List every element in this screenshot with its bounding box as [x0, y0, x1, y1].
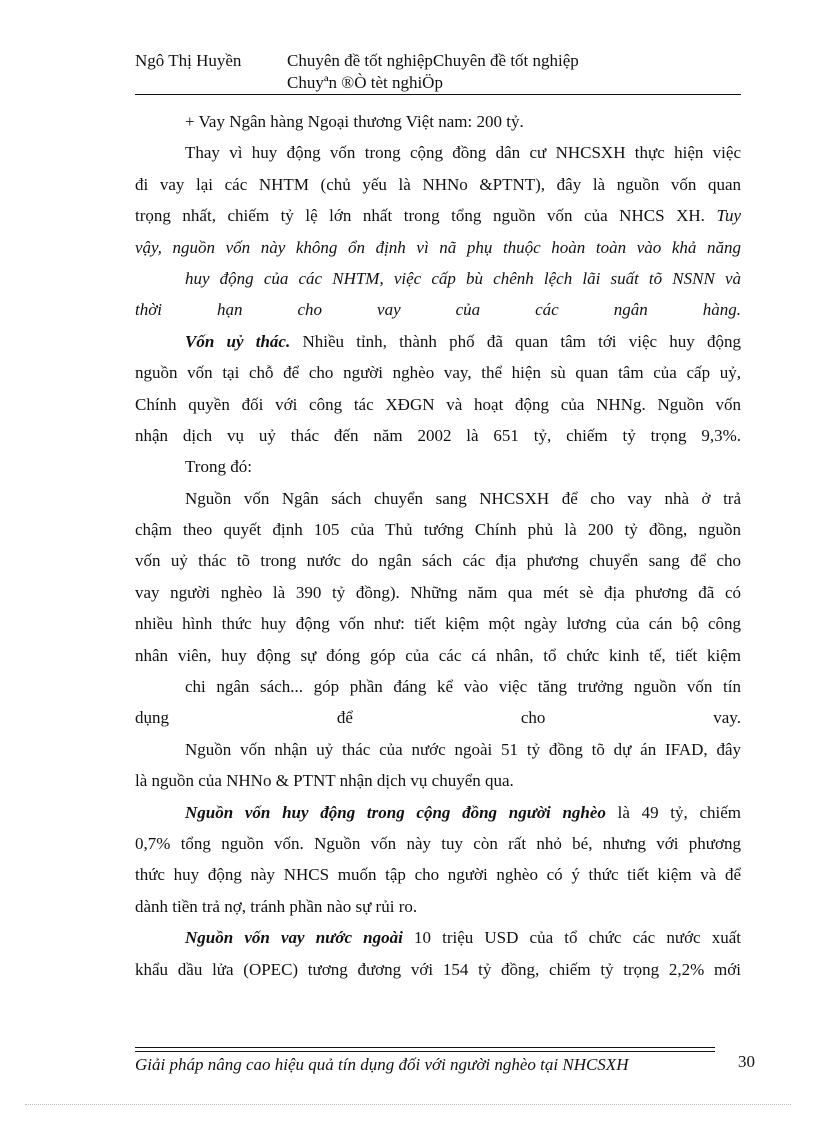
- text-line: huy động của các NHTM, việc cấp bù chênh lệch lãi suất tõ NSNN và: [185, 268, 741, 288]
- text-line: Nguồn vốn nhận uỷ thác của nước ngoài 51 tỷ đồng tõ dự án IFAD, đây: [185, 739, 741, 759]
- text-segment: trọng nhất, chiếm tỷ lệ lớn nhất trong tổng nguồn vốn của NHCS XH.: [135, 206, 705, 226]
- word: cho: [297, 300, 323, 320]
- text-line: Nguồn vốn Ngân sách chuyển sang NHCSXH để cho vay nhà ở trả: [185, 488, 741, 508]
- bold-italic-heading: Vốn uỷ thác.: [185, 331, 291, 351]
- text-line: Trong đó:: [185, 457, 252, 477]
- document-body: [135, 106, 741, 985]
- footer-title: Giải pháp nâng cao hiệu quả tín dụng đối với người nghèo tại NHCSXH: [135, 1055, 629, 1074]
- footer-divider: [135, 1047, 715, 1048]
- header-author: Ngô Thị Huyền: [135, 51, 242, 70]
- header-title-line1: Chuyên đề tốt nghiệpChuyên đề tốt nghiệp: [287, 51, 579, 70]
- italic-segment: Tuy: [716, 206, 742, 226]
- text-line: + Vay Ngân hàng Ngoại thương Việt nam: 200 tỷ.: [185, 112, 524, 131]
- word: để: [336, 708, 353, 728]
- text-line: [135, 702, 741, 733]
- page-number: 30: [738, 1052, 755, 1071]
- text-line: là nguồn của NHNo & PTNT nhận dịch vụ chuyển qua.: [135, 771, 514, 791]
- word: của: [455, 300, 481, 320]
- text-line: nguồn vốn tại chỗ để cho người nghèo vay, thể hiện sù quan tâm của cấp uỷ,: [135, 363, 741, 383]
- word: hàng.: [702, 300, 741, 320]
- text-segment: 10 triệu USD của tổ chức các nước xuất: [413, 928, 742, 948]
- bold-italic-heading: Nguồn vốn vay nước ngoài: [185, 928, 403, 948]
- text-line: dành tiền trả nợ, tránh phần nào sự rủi ro.: [135, 896, 418, 916]
- text-line: vậy, nguồn vốn này không ổn định vì nã phụ thuộc hoàn toàn vào khả năng: [135, 237, 741, 257]
- page-header: [135, 48, 741, 96]
- text-line: 0,7% tổng nguồn vốn. Nguồn vốn này tuy còn rất nhỏ bé, nhưng với phương: [135, 833, 741, 853]
- text-line: đi vay lại các NHTM (chủ yếu là NHNo &PTNT), đây là nguồn vốn quan: [135, 174, 741, 194]
- text-line: [135, 922, 741, 953]
- text-line: nhiều hình thức huy động vốn như: tiết kiệm một ngày lương của cán bộ công: [135, 614, 741, 634]
- text-line: [135, 326, 741, 357]
- text-line: Chính quyền đối với công tác XĐGN và hoạt động của NHNg. Nguồn vốn: [135, 394, 741, 414]
- text-line: vốn uỷ thác tõ trong nước do ngân sách các địa phương chuyển sang để cho: [135, 551, 741, 571]
- text-line: chậm theo quyết định 105 của Thủ tướng Chính phủ là 200 tỷ đồng, nguồn: [135, 520, 741, 540]
- word: ngân: [613, 300, 648, 320]
- text-line: Thay vì huy động vốn trong cộng đồng dân cư NHCSXH thực hiện việc: [185, 143, 741, 163]
- text-line: [135, 797, 741, 828]
- text-line: nhân viên, huy động sự đóng góp của các cá nhân, tổ chức kinh tế, tiết kiệm: [135, 645, 741, 665]
- word: hạn: [217, 300, 243, 320]
- word: thời: [135, 300, 163, 320]
- text-line: [135, 200, 741, 231]
- footer-divider-thin: [135, 1051, 715, 1052]
- word: vay: [377, 300, 401, 320]
- word: dụng: [135, 708, 169, 728]
- text-line: chi ngân sách... góp phần đáng kể vào việc tăng trưởng nguồn vốn tín: [185, 677, 741, 697]
- header-divider: [135, 94, 741, 95]
- text-segment: Nhiều tỉnh, thành phố đã quan tâm tới việc huy động: [302, 331, 742, 351]
- page-break-line: [25, 1104, 791, 1105]
- text-line: vay người nghèo là 390 tỷ đồng). Những năm qua mét sè địa phương đã có: [135, 582, 741, 602]
- text-line: thức huy động này NHCS muốn tập cho người nghèo có ý thức tiết kiệm và để: [135, 865, 741, 885]
- text-line: nhận dịch vụ uỷ thác đến năm 2002 là 651 tỷ, chiếm tỷ trọng 9,3%.: [135, 425, 741, 445]
- word: vay.: [713, 708, 741, 728]
- word: cho: [520, 708, 546, 728]
- text-segment: là 49 tỷ, chiếm: [617, 802, 741, 822]
- text-line: khẩu dầu lửa (OPEC) tương đương với 154 tỷ đồng, chiếm tỷ trọng 2,2% mới: [135, 959, 741, 979]
- bold-italic-heading: Nguồn vốn huy động trong cộng đồng người nghèo: [185, 802, 606, 822]
- text-line: [135, 294, 741, 325]
- word: các: [535, 300, 559, 320]
- header-title-line2: Chuyªn ®Ò tèt nghiÖp: [287, 73, 443, 92]
